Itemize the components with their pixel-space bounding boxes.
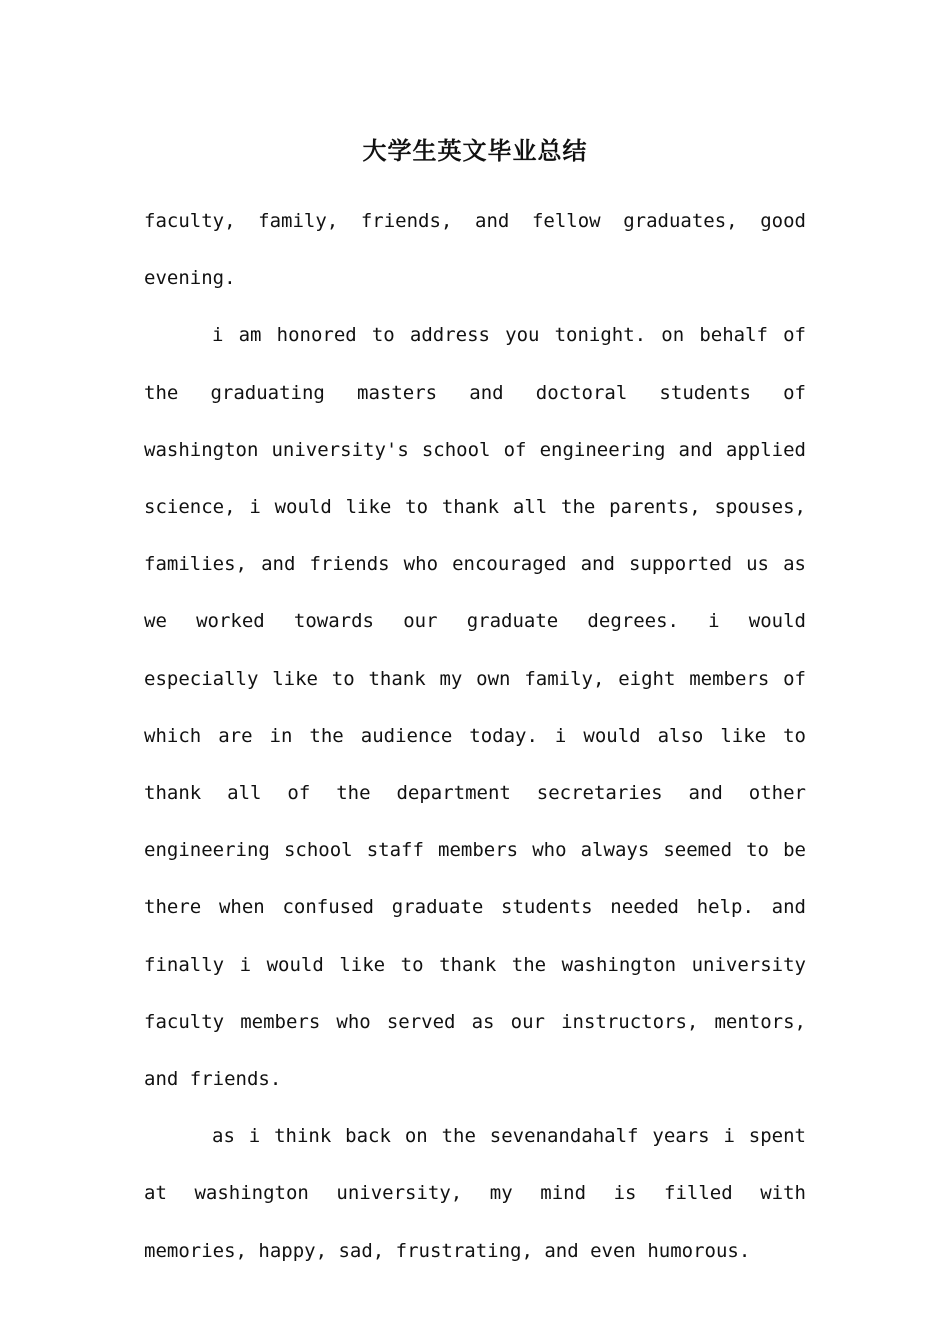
document-title: 大学生英文毕业总结 [362, 137, 588, 165]
document-body [144, 193, 806, 1280]
paragraph-thanks: i am honored to address you tonight. on behalf of the graduating masters and doctoral students of washington university's school of engineering and applied science, i would like to thank all the parents, spouses, families, and friends who encouraged and supported us as we worked towards our graduate degrees. i would especially like to thank my own family, eight members of which are in the audience today. i would also like to thank all of the department secretaries and other engineering school staff members who always seemed to be there when confused graduate students needed help. and finally i would like to thank the washington university faculty members who served as our instructors, mentors, and friends. [144, 324, 806, 1091]
paragraph-greeting: faculty, family, friends, and fellow graduates, good evening. [144, 210, 806, 290]
paragraph-memories: as i think back on the sevenandahalf years i spent at washington university, my mind is filled with memories, happy, sad, frustrating, and even humorous. [144, 1125, 806, 1262]
